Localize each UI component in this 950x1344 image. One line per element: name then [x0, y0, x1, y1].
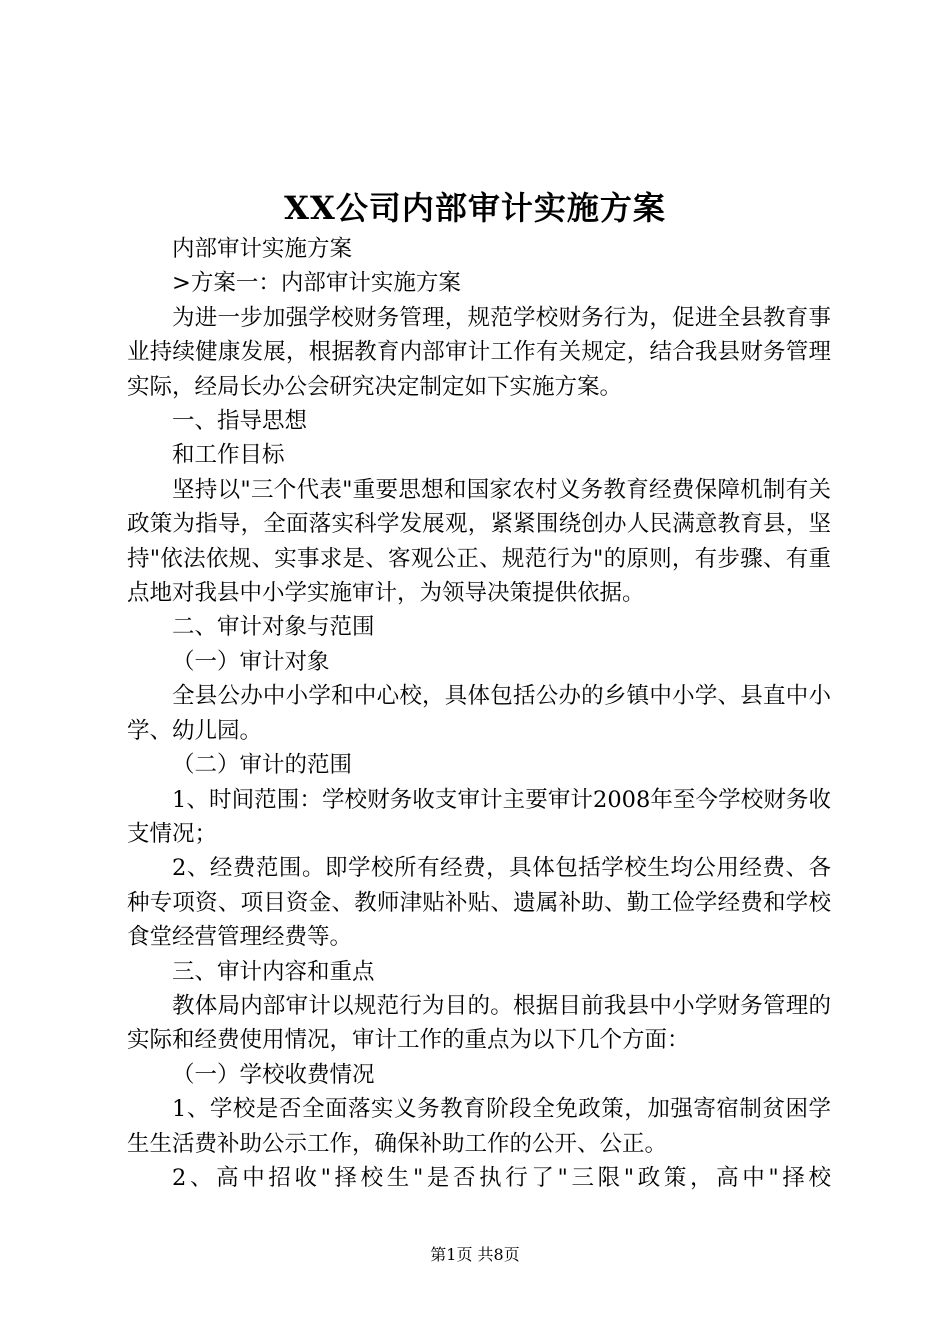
section-heading: 一、指导思想: [172, 408, 308, 435]
paragraph: 2、经费范围。即学校所有经费，具体包括学校生均公用经费、各种专项资、项目资金、教师津贴补贴、遗属补助、勤工俭学经费和学校食堂经营管理经费等。: [127, 855, 831, 951]
page-footer: 第1页 共8页: [430, 1245, 520, 1264]
paragraph: 全县公办中小学和中心校，具体包括公办的乡镇中小学、县直中小学、幼儿园。: [127, 683, 831, 744]
paragraph: 1、学校是否全面落实义务教育阶段全免政策，加强寄宿制贫困学生生活费补助公示工作，确保补助工作的公开、公正。: [127, 1096, 831, 1157]
section-heading: 和工作目标: [172, 442, 285, 469]
paragraph: >方案一：内部审计实施方案: [172, 270, 461, 297]
paragraph: 1、时间范围：学校财务收支审计主要审计2008年至今学校财务收支情况；: [127, 786, 831, 847]
subsection-heading: （二）审计的范围: [172, 752, 353, 779]
paragraph: 教体局内部审计以规范行为目的。根据目前我县中小学财务管理的实际和经费使用情况，审计工作的重点为以下几个方面：: [127, 992, 831, 1054]
section-heading: 三、审计内容和重点: [172, 958, 375, 985]
paragraph: 为进一步加强学校财务管理，规范学校财务行为，促进全县教育事业持续健康发展，根据教育内部审计工作有关规定，结合我县财务管理实际，经局长办公会研究决定制定如下实施方案。: [127, 304, 831, 400]
paragraph: 2、高中招收"择校生"是否执行了"三限"政策，高中"择校: [172, 1164, 831, 1191]
section-heading: 二、审计对象与范围: [172, 614, 375, 641]
document-title: XX公司内部审计实施方案: [284, 189, 666, 227]
paragraph: 内部审计实施方案: [172, 236, 353, 262]
paragraph: 坚持以"三个代表"重要思想和国家农村义务教育经费保障机制有关政策为指导，全面落实科学发展观，紧紧围绕创办人民满意教育县，坚持"依法依规、实事求是、客观公正、规范行为"的原则，有步骤、有重点地对我县中小学实施审计，为领导决策提供依据。: [127, 476, 831, 607]
subsection-heading: （一）审计对象: [172, 648, 330, 675]
subsection-heading: （一）学校收费情况: [172, 1061, 375, 1088]
document-body: [127, 232, 831, 1195]
